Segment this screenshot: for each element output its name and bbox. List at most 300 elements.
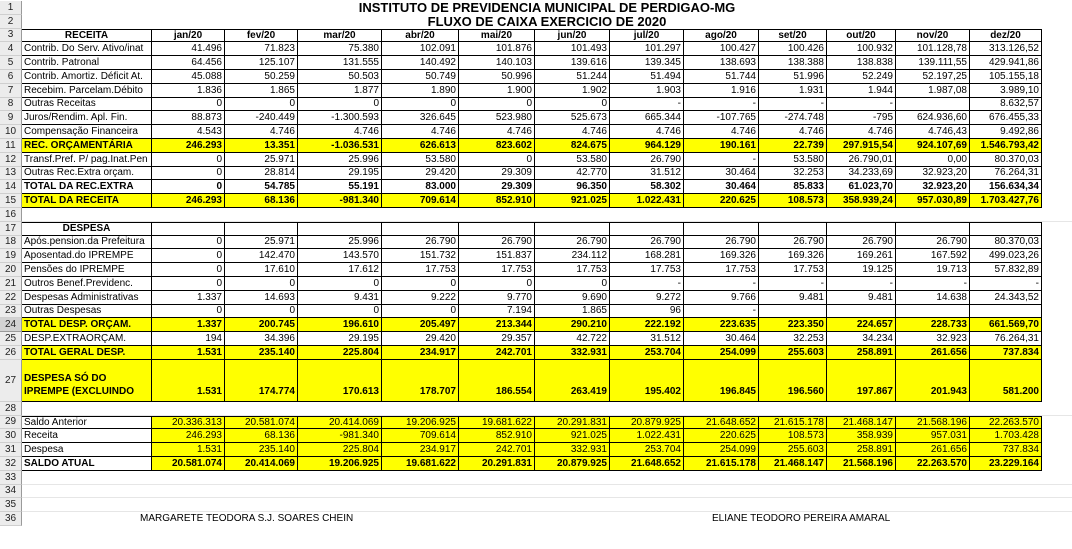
cell-value[interactable]: 242.701: [459, 346, 535, 360]
cell-value[interactable]: 51.494: [610, 70, 684, 84]
cell-value[interactable]: 0: [152, 153, 225, 167]
cell-value[interactable]: 9.766: [684, 291, 759, 305]
cell-label[interactable]: REC. ORÇAMENTÁRIA: [22, 139, 152, 153]
cell-value[interactable]: [827, 305, 896, 319]
cell-value[interactable]: 58.302: [610, 180, 684, 194]
cell-label[interactable]: Contrib. Do Serv. Ativo/inat: [22, 42, 152, 56]
cell-value[interactable]: 17.753: [759, 263, 827, 277]
cell-value[interactable]: 1.890: [382, 84, 459, 98]
cell-value[interactable]: 201.943: [896, 360, 970, 402]
row-header-17[interactable]: 17: [0, 222, 22, 236]
cell-label[interactable]: TOTAL GERAL DESP.: [22, 346, 152, 360]
cell-value[interactable]: 17.610: [225, 263, 298, 277]
cell-value[interactable]: 20.879.925: [535, 457, 610, 471]
cell-value[interactable]: [896, 305, 970, 319]
cell-value[interactable]: 0: [382, 305, 459, 319]
cell-value[interactable]: 0: [225, 98, 298, 112]
cell-value[interactable]: 225.804: [298, 346, 382, 360]
month-header[interactable]: jul/20: [610, 29, 684, 43]
empty-cell[interactable]: [827, 222, 896, 236]
month-header[interactable]: mar/20: [298, 29, 382, 43]
empty-cell[interactable]: [896, 222, 970, 236]
cell-value[interactable]: 4.746: [684, 125, 759, 139]
cell-value[interactable]: -: [970, 277, 1042, 291]
cell-value[interactable]: -: [684, 98, 759, 112]
cell-value[interactable]: -: [759, 98, 827, 112]
cell-value[interactable]: 32.923,20: [896, 167, 970, 181]
cell-value[interactable]: 19.206.925: [298, 457, 382, 471]
row-header-25[interactable]: 25: [0, 332, 22, 346]
row-header-20[interactable]: 20: [0, 263, 22, 277]
cell-value[interactable]: 42.770: [535, 167, 610, 181]
cell-value[interactable]: 140.103: [459, 56, 535, 70]
cell-value[interactable]: 88.873: [152, 111, 225, 125]
cell-value[interactable]: 4.746: [759, 125, 827, 139]
cell-value[interactable]: 9.481: [827, 291, 896, 305]
row-header-34[interactable]: 34: [0, 485, 22, 499]
cell-value[interactable]: 20.291.831: [459, 457, 535, 471]
cell-label[interactable]: Outras Receitas: [22, 98, 152, 112]
cell-value[interactable]: 523.980: [459, 111, 535, 125]
row-header-27[interactable]: 27: [0, 360, 22, 402]
cell-value[interactable]: 143.570: [298, 249, 382, 263]
cell-value[interactable]: 54.785: [225, 180, 298, 194]
cell-value[interactable]: 21.648.652: [610, 457, 684, 471]
cell-value[interactable]: 224.657: [827, 318, 896, 332]
row-header-4[interactable]: 4: [0, 42, 22, 56]
cell-value[interactable]: 21.648.652: [684, 416, 759, 430]
cell-value[interactable]: 0: [152, 98, 225, 112]
cell-value[interactable]: 31.512: [610, 167, 684, 181]
cell-value[interactable]: 53.580: [382, 153, 459, 167]
cell-label[interactable]: Juros/Rendim. Apl. Fin.: [22, 111, 152, 125]
cell-label[interactable]: TOTAL DA REC.EXTRA: [22, 180, 152, 194]
cell-value[interactable]: 101.297: [610, 42, 684, 56]
cell-value[interactable]: 26.790: [759, 236, 827, 250]
row-header-36[interactable]: 36: [0, 512, 22, 526]
empty-cell[interactable]: [382, 222, 459, 236]
cell-value[interactable]: 20.581.074: [225, 416, 298, 430]
cell-value[interactable]: [896, 98, 970, 112]
cell-value[interactable]: 101.876: [459, 42, 535, 56]
cell-value[interactable]: 499.023,26: [970, 249, 1042, 263]
month-header[interactable]: dez/20: [970, 29, 1042, 43]
cell-value[interactable]: 624.936,60: [896, 111, 970, 125]
cell-value[interactable]: 21.568.196: [827, 457, 896, 471]
cell-value[interactable]: 169.261: [827, 249, 896, 263]
cell-value[interactable]: -: [759, 277, 827, 291]
cell-value[interactable]: 96: [610, 305, 684, 319]
cell-label[interactable]: Recebim. Parcelam.Débito: [22, 84, 152, 98]
cell-value[interactable]: 194: [152, 332, 225, 346]
cell-value[interactable]: 253.704: [610, 346, 684, 360]
cell-value[interactable]: 852.910: [459, 194, 535, 208]
cell-value[interactable]: -: [610, 98, 684, 112]
cell-value[interactable]: 51.244: [535, 70, 610, 84]
cell-value[interactable]: 30.464: [684, 332, 759, 346]
cell-value[interactable]: 4.746: [827, 125, 896, 139]
cell-value[interactable]: 17.753: [382, 263, 459, 277]
cell-value[interactable]: 290.210: [535, 318, 610, 332]
cell-value[interactable]: 17.612: [298, 263, 382, 277]
cell-value[interactable]: 0: [535, 98, 610, 112]
row-header-7[interactable]: 7: [0, 84, 22, 98]
cell-value[interactable]: 223.350: [759, 318, 827, 332]
cell-value[interactable]: 80.370,03: [970, 153, 1042, 167]
cell-label[interactable]: Compensação Financeira: [22, 125, 152, 139]
cell-label[interactable]: Despesas Administrativas: [22, 291, 152, 305]
cell-value[interactable]: 0: [382, 277, 459, 291]
cell-label[interactable]: Outras Rec.Extra orçam.: [22, 167, 152, 181]
cell-value[interactable]: 0: [298, 277, 382, 291]
cell-value[interactable]: 100.427: [684, 42, 759, 56]
cell-value[interactable]: 196.845: [684, 360, 759, 402]
cell-value[interactable]: 32.923,20: [896, 180, 970, 194]
cell-value[interactable]: 20.581.074: [152, 457, 225, 471]
empty-cell[interactable]: [459, 222, 535, 236]
cell-value[interactable]: 32.923: [896, 332, 970, 346]
cell-value[interactable]: 21.568.196: [896, 416, 970, 430]
cell-value[interactable]: 174.774: [225, 360, 298, 402]
cell-value[interactable]: 105.155,18: [970, 70, 1042, 84]
cell-value[interactable]: 1.944: [827, 84, 896, 98]
cell-value[interactable]: 1.865: [535, 305, 610, 319]
cell-value[interactable]: 83.000: [382, 180, 459, 194]
cell-value[interactable]: -: [610, 277, 684, 291]
cell-value[interactable]: 19.206.925: [382, 416, 459, 430]
cell-value[interactable]: 0: [152, 249, 225, 263]
cell-value[interactable]: 234.917: [382, 346, 459, 360]
cell-value[interactable]: 151.732: [382, 249, 459, 263]
cell-value[interactable]: 32.253: [759, 167, 827, 181]
cell-value[interactable]: 138.693: [684, 56, 759, 70]
cell-value[interactable]: 42.722: [535, 332, 610, 346]
cell-value[interactable]: 22.263.570: [970, 416, 1042, 430]
cell-label[interactable]: Aposentad.do IPREMPE: [22, 249, 152, 263]
cell-value[interactable]: 22.263.570: [896, 457, 970, 471]
cell-value[interactable]: -: [827, 277, 896, 291]
cell-value[interactable]: -981.340: [298, 429, 382, 443]
cell-value[interactable]: 709.614: [382, 429, 459, 443]
cell-value[interactable]: 235.140: [225, 443, 298, 457]
cell-value[interactable]: -1.036.531: [298, 139, 382, 153]
cell-value[interactable]: 101.493: [535, 42, 610, 56]
cell-value[interactable]: 9.222: [382, 291, 459, 305]
cell-value[interactable]: 225.804: [298, 443, 382, 457]
cell-value[interactable]: 31.512: [610, 332, 684, 346]
cell-value[interactable]: -: [896, 277, 970, 291]
cell-value[interactable]: 1.531: [152, 443, 225, 457]
cell-value[interactable]: 258.891: [827, 443, 896, 457]
row-header-13[interactable]: 13: [0, 167, 22, 181]
cell-value[interactable]: 9.272: [610, 291, 684, 305]
row-header-32[interactable]: 32: [0, 457, 22, 471]
cell-value[interactable]: 29.309: [459, 180, 535, 194]
cell-value[interactable]: 26.790: [535, 236, 610, 250]
cell-value[interactable]: 921.025: [535, 194, 610, 208]
cell-value[interactable]: 57.832,89: [970, 263, 1042, 277]
cell-value[interactable]: 26.790: [684, 236, 759, 250]
cell-value[interactable]: 13.351: [225, 139, 298, 153]
cell-value[interactable]: 45.088: [152, 70, 225, 84]
cell-value[interactable]: 76.264,31: [970, 167, 1042, 181]
cell-value[interactable]: 34.396: [225, 332, 298, 346]
empty-cell[interactable]: [152, 222, 225, 236]
cell-value[interactable]: 142.470: [225, 249, 298, 263]
cell-value[interactable]: 0: [298, 98, 382, 112]
cell-value[interactable]: [970, 305, 1042, 319]
cell-label[interactable]: Saldo Anterior: [22, 416, 152, 430]
cell-value[interactable]: 20.336.313: [152, 416, 225, 430]
cell-value[interactable]: 51.996: [759, 70, 827, 84]
cell-value[interactable]: 108.573: [759, 194, 827, 208]
cell-value[interactable]: 169.326: [759, 249, 827, 263]
cell-value[interactable]: 1.022.431: [610, 194, 684, 208]
cell-value[interactable]: 9.481: [759, 291, 827, 305]
cell-value[interactable]: 4.746: [610, 125, 684, 139]
cell-value[interactable]: 3.989,10: [970, 84, 1042, 98]
cell-label[interactable]: TOTAL DESP. ORÇAM.: [22, 318, 152, 332]
cell-value[interactable]: 676.455,33: [970, 111, 1042, 125]
empty-cell[interactable]: [684, 222, 759, 236]
cell-value[interactable]: 71.823: [225, 42, 298, 56]
cell-value[interactable]: 20.414.069: [225, 457, 298, 471]
row-header-16[interactable]: 16: [0, 208, 22, 222]
cell-value[interactable]: 313.126,52: [970, 42, 1042, 56]
cell-value[interactable]: 168.281: [610, 249, 684, 263]
cell-value[interactable]: 1.531: [152, 360, 225, 402]
cell-value[interactable]: 1.337: [152, 318, 225, 332]
cell-value[interactable]: 246.293: [152, 139, 225, 153]
empty-cell[interactable]: [610, 222, 684, 236]
cell-value[interactable]: 737.834: [970, 346, 1042, 360]
row-header-5[interactable]: 5: [0, 56, 22, 70]
row-header-28[interactable]: 28: [0, 402, 22, 416]
cell-value[interactable]: 921.025: [535, 429, 610, 443]
cell-value[interactable]: 1.865: [225, 84, 298, 98]
cell-value[interactable]: 156.634,34: [970, 180, 1042, 194]
cell-value[interactable]: 581.200: [970, 360, 1042, 402]
empty-cell[interactable]: [225, 222, 298, 236]
cell-value[interactable]: 19.681.622: [459, 416, 535, 430]
cell-value[interactable]: 196.560: [759, 360, 827, 402]
cell-value[interactable]: 53.580: [535, 153, 610, 167]
cell-value[interactable]: 4.746: [535, 125, 610, 139]
cell-value[interactable]: 17.753: [610, 263, 684, 277]
row-header-30[interactable]: 30: [0, 429, 22, 443]
cell-value[interactable]: -274.748: [759, 111, 827, 125]
cell-value[interactable]: 957.030,89: [896, 194, 970, 208]
cell-value[interactable]: 125.107: [225, 56, 298, 70]
cell-label[interactable]: Outros Benef.Previdenc.: [22, 277, 152, 291]
cell-label[interactable]: TOTAL DA RECEITA: [22, 194, 152, 208]
cell-value[interactable]: 823.602: [459, 139, 535, 153]
row-header-11[interactable]: 11: [0, 139, 22, 153]
cell-value[interactable]: 0: [152, 263, 225, 277]
month-header[interactable]: jun/20: [535, 29, 610, 43]
cell-value[interactable]: 28.814: [225, 167, 298, 181]
month-header[interactable]: fev/20: [225, 29, 298, 43]
cell-value[interactable]: 737.834: [970, 443, 1042, 457]
cell-value[interactable]: 525.673: [535, 111, 610, 125]
cell-value[interactable]: 709.614: [382, 194, 459, 208]
cell-value[interactable]: [759, 305, 827, 319]
cell-value[interactable]: 139.345: [610, 56, 684, 70]
cell-value[interactable]: 50.259: [225, 70, 298, 84]
cell-value[interactable]: 429.941,86: [970, 56, 1042, 70]
row-header-21[interactable]: 21: [0, 277, 22, 291]
cell-value[interactable]: 0: [152, 167, 225, 181]
cell-value[interactable]: 261.656: [896, 443, 970, 457]
cell-value[interactable]: -795: [827, 111, 896, 125]
cell-label[interactable]: Após.pension.da Prefeitura: [22, 236, 152, 250]
cell-value[interactable]: 852.910: [459, 429, 535, 443]
row-header-24[interactable]: 24: [0, 318, 22, 332]
cell-value[interactable]: 263.419: [535, 360, 610, 402]
cell-value[interactable]: 197.867: [827, 360, 896, 402]
cell-label[interactable]: Contrib. Patronal: [22, 56, 152, 70]
cell-value[interactable]: 14.638: [896, 291, 970, 305]
cell-value[interactable]: 25.971: [225, 153, 298, 167]
receita-header[interactable]: RECEITA: [22, 29, 152, 43]
cell-value[interactable]: 20.414.069: [298, 416, 382, 430]
cell-value[interactable]: 68.136: [225, 429, 298, 443]
cell-value[interactable]: 234.112: [535, 249, 610, 263]
cell-value[interactable]: 4.746: [382, 125, 459, 139]
cell-value[interactable]: 0: [382, 98, 459, 112]
cell-value[interactable]: 21.468.147: [759, 457, 827, 471]
cell-value[interactable]: 26.790: [610, 153, 684, 167]
cell-value[interactable]: 25.996: [298, 236, 382, 250]
cell-value[interactable]: 222.192: [610, 318, 684, 332]
empty-cell[interactable]: [298, 222, 382, 236]
cell-value[interactable]: 0: [535, 277, 610, 291]
cell-value[interactable]: 253.704: [610, 443, 684, 457]
cell-value[interactable]: 9.492,86: [970, 125, 1042, 139]
cell-value[interactable]: 20.879.925: [610, 416, 684, 430]
cell-value[interactable]: 131.555: [298, 56, 382, 70]
cell-value[interactable]: 29.195: [298, 332, 382, 346]
cell-value[interactable]: 0: [152, 305, 225, 319]
cell-value[interactable]: 924.107,69: [896, 139, 970, 153]
cell-value[interactable]: 51.744: [684, 70, 759, 84]
cell-value[interactable]: 21.468.147: [827, 416, 896, 430]
cell-value[interactable]: 332.931: [535, 443, 610, 457]
month-header[interactable]: set/20: [759, 29, 827, 43]
cell-value[interactable]: 139.616: [535, 56, 610, 70]
month-header[interactable]: out/20: [827, 29, 896, 43]
cell-value[interactable]: 29.309: [459, 167, 535, 181]
cell-value[interactable]: 30.464: [684, 167, 759, 181]
cell-value[interactable]: 29.195: [298, 167, 382, 181]
cell-value[interactable]: 50.503: [298, 70, 382, 84]
cell-value[interactable]: 80.370,03: [970, 236, 1042, 250]
cell-value[interactable]: 138.838: [827, 56, 896, 70]
cell-value[interactable]: 17.753: [459, 263, 535, 277]
cell-value[interactable]: 1.546.793,42: [970, 139, 1042, 153]
cell-label[interactable]: Outras Despesas: [22, 305, 152, 319]
row-header-35[interactable]: 35: [0, 498, 22, 512]
cell-value[interactable]: 4.746,43: [896, 125, 970, 139]
cell-value[interactable]: 108.573: [759, 429, 827, 443]
cell-value[interactable]: 61.023,70: [827, 180, 896, 194]
cell-value[interactable]: 20.291.831: [535, 416, 610, 430]
cell-value[interactable]: 205.497: [382, 318, 459, 332]
cell-value[interactable]: 964.129: [610, 139, 684, 153]
row-header-19[interactable]: 19: [0, 249, 22, 263]
row-header-15[interactable]: 15: [0, 194, 22, 208]
cell-label[interactable]: Despesa: [22, 443, 152, 457]
row-header-22[interactable]: 22: [0, 291, 22, 305]
cell-value[interactable]: 64.456: [152, 56, 225, 70]
cell-value[interactable]: 139.111,55: [896, 56, 970, 70]
cell-value[interactable]: 167.592: [896, 249, 970, 263]
row-header-10[interactable]: 10: [0, 125, 22, 139]
cell-value[interactable]: 4.746: [298, 125, 382, 139]
cell-value[interactable]: -: [684, 153, 759, 167]
month-header[interactable]: mai/20: [459, 29, 535, 43]
cell-value[interactable]: 255.603: [759, 443, 827, 457]
month-header[interactable]: jan/20: [152, 29, 225, 43]
cell-value[interactable]: 258.891: [827, 346, 896, 360]
cell-value[interactable]: 661.569,70: [970, 318, 1042, 332]
cell-value[interactable]: 1.703.428: [970, 429, 1042, 443]
cell-value[interactable]: 1.337: [152, 291, 225, 305]
cell-value[interactable]: 1.836: [152, 84, 225, 98]
cell-value[interactable]: 29.357: [459, 332, 535, 346]
month-header[interactable]: abr/20: [382, 29, 459, 43]
cell-value[interactable]: 1.916: [684, 84, 759, 98]
cell-value[interactable]: 25.996: [298, 153, 382, 167]
row-header-8[interactable]: 8: [0, 98, 22, 112]
cell-value[interactable]: 228.733: [896, 318, 970, 332]
cell-value[interactable]: 140.492: [382, 56, 459, 70]
cell-value[interactable]: 297.915,54: [827, 139, 896, 153]
cell-value[interactable]: 52.249: [827, 70, 896, 84]
cell-value[interactable]: 200.745: [225, 318, 298, 332]
cell-value[interactable]: 220.625: [684, 429, 759, 443]
cell-value[interactable]: 26.790: [827, 236, 896, 250]
cell-value[interactable]: 9.770: [459, 291, 535, 305]
cell-value[interactable]: 26.790: [896, 236, 970, 250]
cell-label[interactable]: Pensões do IPREMPE: [22, 263, 152, 277]
cell-value[interactable]: 85.833: [759, 180, 827, 194]
cell-value[interactable]: 76.264,31: [970, 332, 1042, 346]
cell-label[interactable]: DESPESA SÓ DO IPREMPE (EXCLUINDO: [22, 360, 152, 402]
row-header-3[interactable]: 3: [0, 29, 22, 43]
cell-value[interactable]: 24.343,52: [970, 291, 1042, 305]
cell-value[interactable]: 50.749: [382, 70, 459, 84]
cell-value[interactable]: -: [684, 277, 759, 291]
cell-value[interactable]: 29.420: [382, 167, 459, 181]
cell-value[interactable]: 0: [459, 98, 535, 112]
cell-value[interactable]: 7.194: [459, 305, 535, 319]
cell-value[interactable]: 8.632,57: [970, 98, 1042, 112]
cell-value[interactable]: 4.746: [459, 125, 535, 139]
cell-value[interactable]: 0: [225, 277, 298, 291]
cell-value[interactable]: 14.693: [225, 291, 298, 305]
cell-label[interactable]: DESP.EXTRAORÇAM.: [22, 332, 152, 346]
cell-value[interactable]: 52.197,25: [896, 70, 970, 84]
cell-label[interactable]: Receita: [22, 429, 152, 443]
cell-value[interactable]: 17.753: [535, 263, 610, 277]
cell-value[interactable]: 1.877: [298, 84, 382, 98]
cell-value[interactable]: 254.099: [684, 346, 759, 360]
cell-value[interactable]: 358.939,24: [827, 194, 896, 208]
cell-value[interactable]: 246.293: [152, 194, 225, 208]
cell-value[interactable]: 50.996: [459, 70, 535, 84]
cell-value[interactable]: 223.635: [684, 318, 759, 332]
